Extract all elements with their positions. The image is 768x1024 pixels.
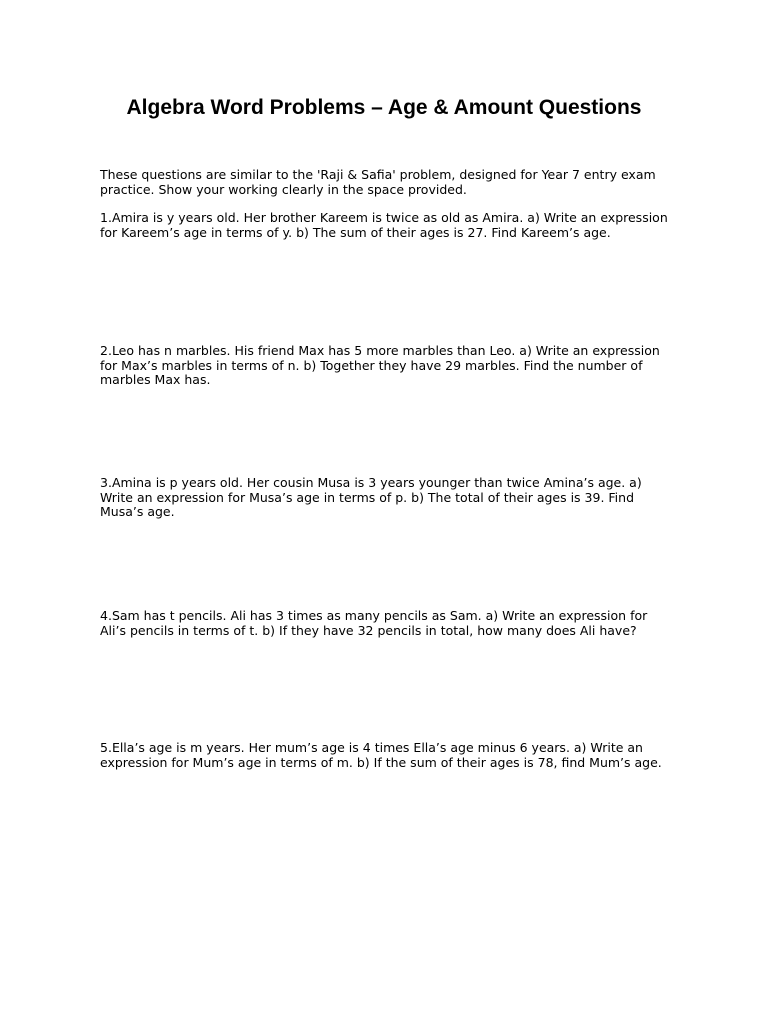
question-3 <box>100 476 668 520</box>
question-text: Amira is y years old. Her brother Kareem is twice as old as Amira. a) Write an expression for Kareem’s age in terms of y. b) The sum of their ages is 27. Find Kareem’s age. <box>100 210 668 240</box>
question-number: 3. <box>100 475 112 490</box>
intro-paragraph: These questions are similar to the 'Raji & Safia' problem, designed for Year 7 entry exam practice. Show your working clearly in the space provided. <box>100 167 656 197</box>
question-number: 4. <box>100 608 112 623</box>
question-2 <box>100 344 668 388</box>
question-5 <box>100 741 668 770</box>
page-title: Algebra Word Problems – Age & Amount Questions <box>126 96 642 119</box>
question-number: 5. <box>100 740 112 755</box>
question-text: Sam has t pencils. Ali has 3 times as many pencils as Sam. a) Write an expression for Ali’s pencils in terms of t. b) If they have 32 pencils in total, how many does Ali have? <box>100 608 648 638</box>
question-text: Ella’s age is m years. Her mum’s age is 4 times Ella’s age minus 6 years. a) Write an expression for Mum’s age in terms of m. b) If the sum of their ages is 78, find Mum’s age. <box>100 740 662 770</box>
question-number: 2. <box>100 343 112 358</box>
question-number: 1. <box>100 210 112 225</box>
question-text: Leo has n marbles. His friend Max has 5 more marbles than Leo. a) Write an expression for Max’s marbles in terms of n. b) Together they have 29 marbles. Find the number of marbles Max has. <box>100 343 660 388</box>
question-1 <box>100 211 668 240</box>
question-text: Amina is p years old. Her cousin Musa is 3 years younger than twice Amina’s age. a) Write an expression for Musa’s age in terms of p. b) The total of their ages is 39. Find Musa’s age. <box>100 475 642 520</box>
question-4 <box>100 609 668 638</box>
